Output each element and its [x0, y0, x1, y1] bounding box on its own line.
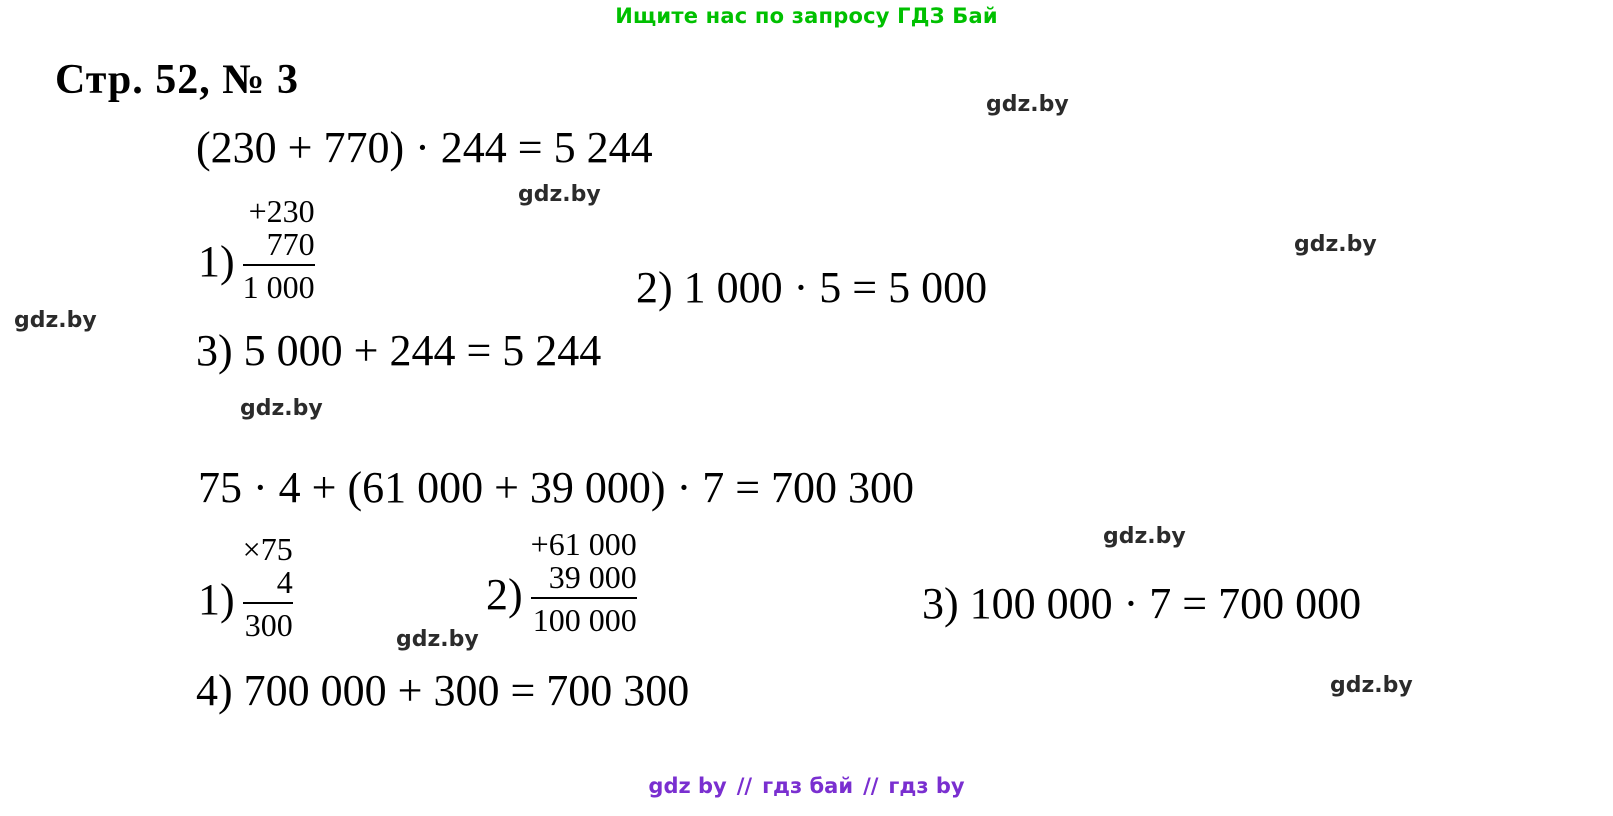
task1-step1-label: 1): [198, 236, 235, 286]
task2-step1-operand1-row: [243, 531, 293, 567]
task2-step2-operand1: 61 000: [548, 526, 637, 562]
task1-expression: (230 + 770) · 244 = 5 244: [196, 123, 653, 172]
task2-step1-stack: [243, 533, 293, 643]
task2-step2-label: 2): [486, 569, 523, 619]
footer-part-2: гдз бай: [762, 774, 854, 798]
task2-step2-column-addition: [486, 528, 637, 638]
watermark: gdz.by: [518, 182, 601, 207]
task2-step2-sign: +: [530, 526, 549, 562]
task1-step3: 3) 5 000 + 244 = 5 244: [196, 326, 602, 375]
task1-step1-stack: [243, 195, 315, 305]
watermark: gdz.by: [1330, 673, 1413, 698]
task2-expression: 75 · 4 + (61 000 + 39 000) · 7 = 700 300: [198, 463, 915, 512]
task2-step1-result: 300: [244, 606, 293, 643]
task2-step2-operand2: 39 000: [531, 561, 637, 598]
task2-step4: 4) 700 000 + 300 = 700 300: [196, 666, 690, 715]
watermark: gdz.by: [1294, 232, 1377, 257]
task2-step2-operand1-row: [531, 526, 637, 562]
task1-step1-sign: +: [248, 193, 267, 229]
watermark: gdz.by: [1103, 524, 1186, 549]
task2-step1-operand1: 75: [260, 531, 293, 567]
watermark: gdz.by: [240, 396, 323, 421]
task2-step2-result: 100 000: [532, 601, 637, 638]
footer-separator-2: //: [863, 774, 879, 798]
task1-step1-operand1-row: [249, 193, 315, 229]
task1-step1-result: 1 000: [242, 268, 315, 305]
footer-part-1: gdz by: [648, 774, 727, 798]
watermark: gdz.by: [396, 627, 479, 652]
footer: [0, 774, 1613, 798]
task1-step2: 2) 1 000 · 5 = 5 000: [636, 263, 988, 312]
footer-part-3: гдз by: [888, 774, 965, 798]
task2-step1-column-multiplication: [198, 533, 293, 643]
task1-step1-operand1: 230: [266, 193, 315, 229]
task1-step1-column-addition: [198, 195, 315, 305]
task2-step1-label: 1): [198, 574, 235, 624]
top-banner: Ищите нас по запросу ГДЗ Бай: [615, 4, 998, 28]
task2-step1-operand2: 4: [243, 566, 293, 603]
footer-separator-1: //: [736, 774, 753, 798]
task2-step2-stack: [531, 528, 637, 638]
watermark: gdz.by: [14, 308, 97, 333]
task1-step1-operand2: 770: [243, 228, 315, 265]
task2-step3: 3) 100 000 · 7 = 700 000: [922, 579, 1362, 628]
task2-step1-sign: ×: [242, 531, 261, 567]
page-title: Стр. 52, № 3: [55, 57, 299, 103]
watermark: gdz.by: [986, 92, 1069, 117]
